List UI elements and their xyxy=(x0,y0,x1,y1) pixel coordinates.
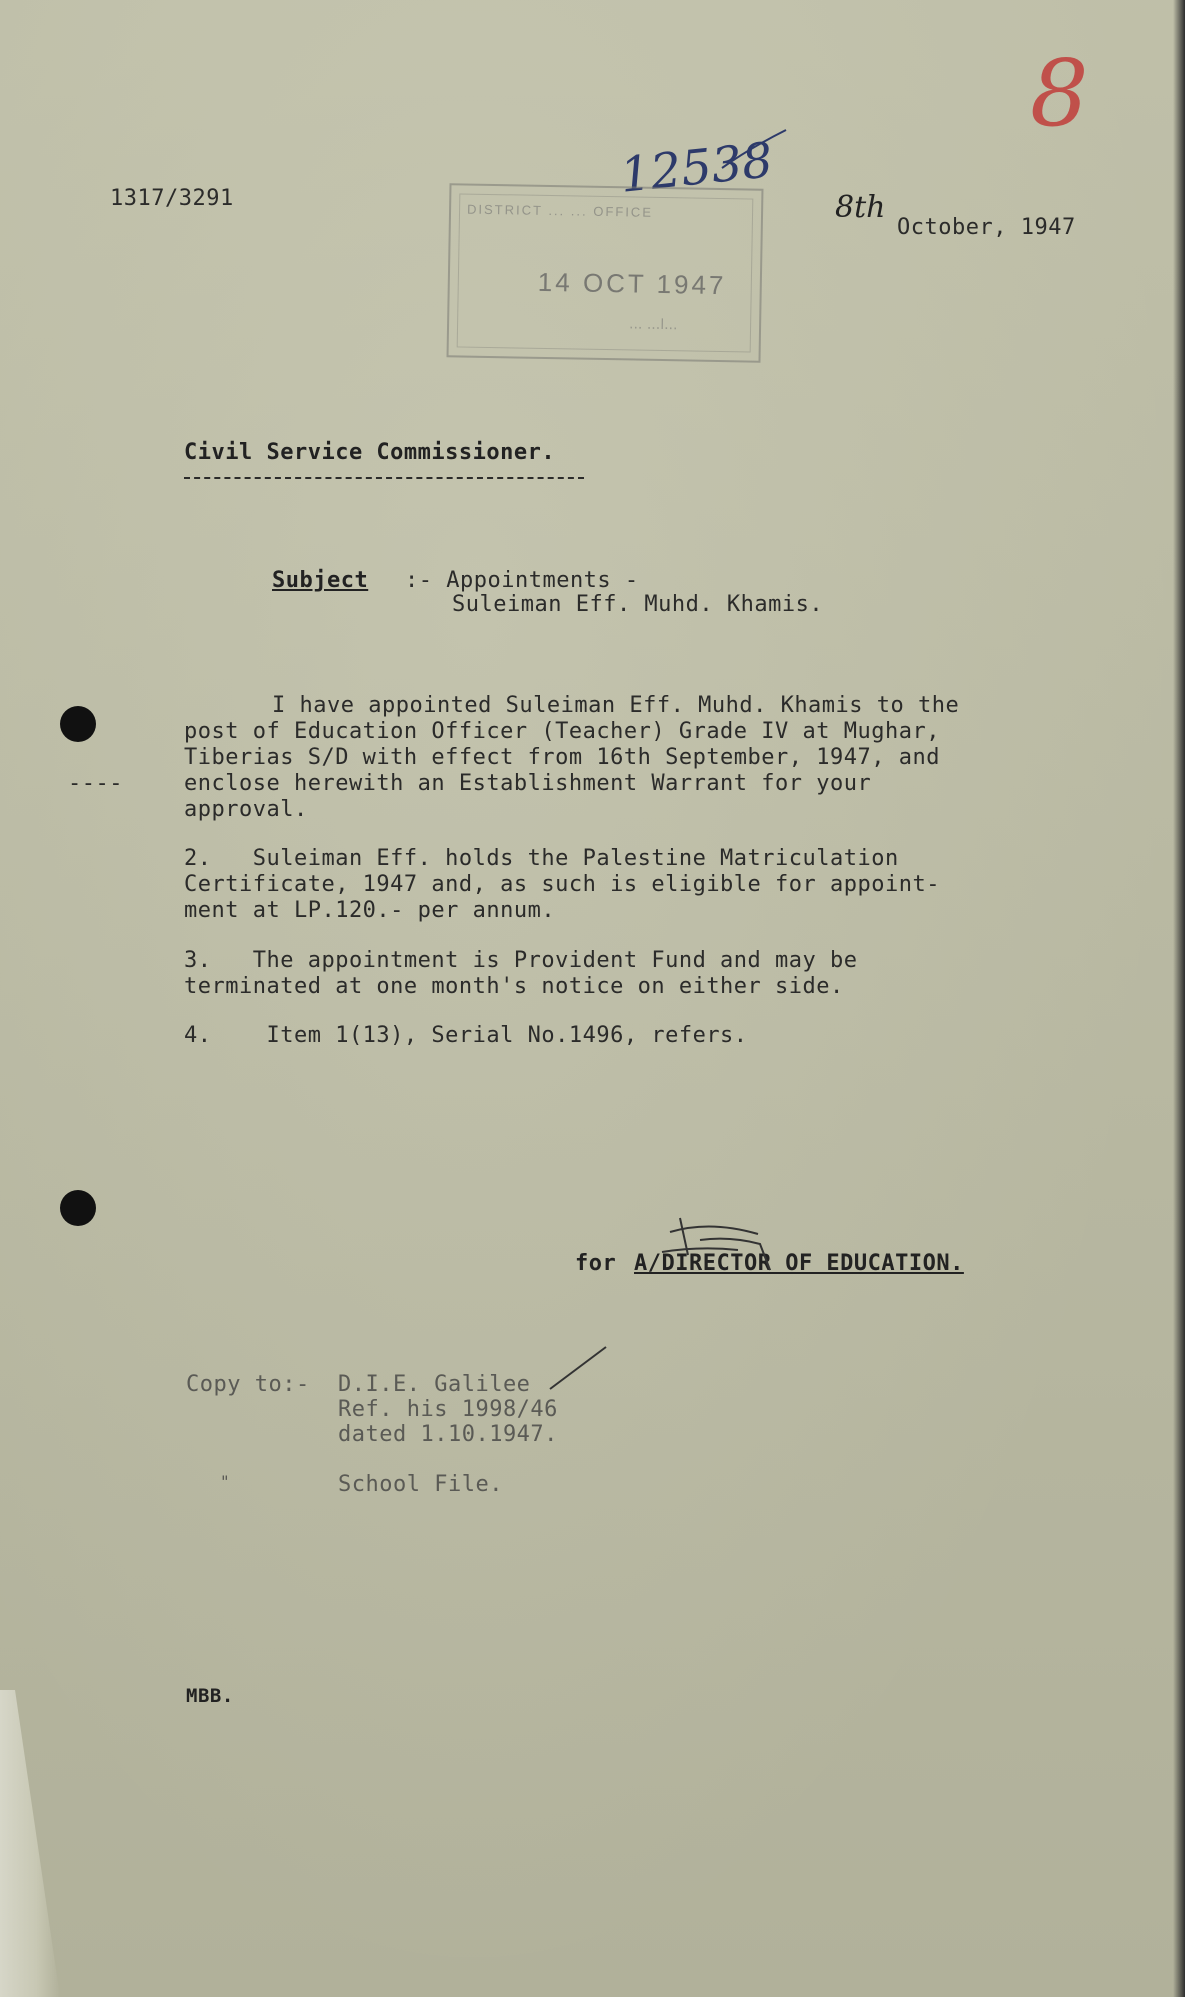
para1-line: I have appointed Suleiman Eff. Muhd. Khamis to the xyxy=(272,693,960,718)
page-number-handwritten: 8 xyxy=(1030,40,1089,147)
file-reference: 1317/3291 xyxy=(110,186,234,211)
stamp-office-text: DISTRICT ... ... OFFICE xyxy=(466,201,654,220)
margin-mark: ---- xyxy=(68,771,123,796)
para2-line: ment at LP.120.- per annum. xyxy=(184,898,556,923)
para3-line: 3. The appointment is Provident Fund and may be xyxy=(184,948,858,973)
addressee-underline xyxy=(184,477,584,479)
signature-title: A/DIRECTOR OF EDUCATION. xyxy=(634,1251,964,1276)
subject-line-1: :- Appointments - xyxy=(405,568,639,593)
copy-to-recipient-1: D.I.E. Galilee xyxy=(338,1372,531,1397)
subject-line-2: Suleiman Eff. Muhd. Khamis. xyxy=(452,592,824,617)
copy-to-label: Copy to:- xyxy=(186,1372,310,1397)
punch-hole-bottom xyxy=(60,1190,96,1226)
subject-label: Subject xyxy=(272,568,369,593)
para2-line: 2. Suleiman Eff. holds the Palestine Matriculation xyxy=(184,846,899,871)
page-edge-shadow-left xyxy=(0,1690,60,1997)
para1-line: Tiberias S/D with effect from 16th September, 1947, and xyxy=(184,745,940,770)
page-edge-shadow-right xyxy=(1173,0,1185,1997)
ditto-mark: " xyxy=(220,1472,231,1491)
copy-to-reference: Ref. his 1998/46 xyxy=(338,1397,558,1422)
copy-to-date: dated 1.10.1947. xyxy=(338,1422,558,1447)
signature-scrawl xyxy=(640,1210,780,1280)
received-stamp xyxy=(447,183,764,362)
copy-to-recipient-2: School File. xyxy=(338,1472,503,1497)
date-day-handwritten: 8th xyxy=(835,190,886,225)
para3-line: terminated at one month's notice on either side. xyxy=(184,974,844,999)
registry-number-handwritten: 12538 xyxy=(617,132,776,204)
punch-hole-top xyxy=(60,706,96,742)
stamp-date: 14 OCT 1947 xyxy=(537,266,727,301)
addressee: Civil Service Commissioner. xyxy=(184,440,556,465)
stamp-bottom-text: ... ...ا... xyxy=(628,316,678,334)
paragraph-4: 4. Item 1(13), Serial No.1496, refers. xyxy=(184,1023,748,1048)
tick-mark xyxy=(548,1345,608,1391)
para1-line: post of Education Officer (Teacher) Grade IV at Mughar, xyxy=(184,719,940,744)
para2-line: Certificate, 1947 and, as such is eligible for appoint- xyxy=(184,872,940,897)
date-text: October, 1947 xyxy=(897,215,1076,240)
para1-line: approval. xyxy=(184,797,308,822)
registry-number-stroke xyxy=(720,128,788,170)
para1-line: enclose herewith an Establishment Warrant for your xyxy=(184,771,872,796)
typist-initials: MBB. xyxy=(186,1685,234,1707)
signature-prefix: for xyxy=(575,1251,617,1276)
